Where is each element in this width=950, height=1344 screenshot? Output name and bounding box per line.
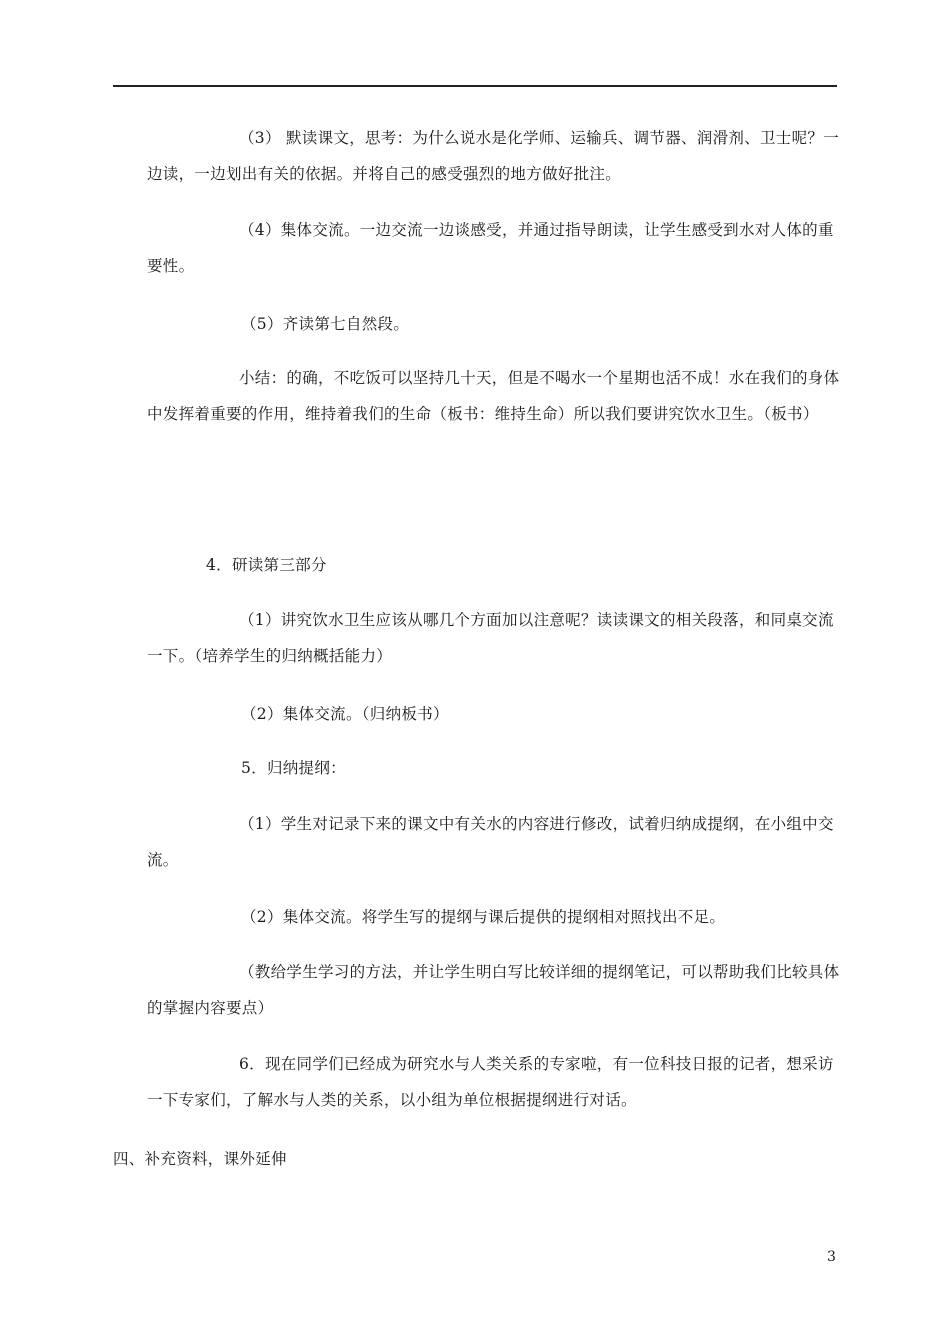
section-5-note: （教给学生学习的方法，并让学生明白写比较详细的提纲笔记，可以帮助我们比较具体的掌握内容要点） <box>147 963 840 1017</box>
paragraph-3-silent-reading: （3） 默读课文，思考：为什么说水是化学师、运输兵、调节器、润滑剂、卫士呢？一边读，一边划出有关的依据。并将自己的感受强烈的地方做好批注。 <box>147 129 839 183</box>
section-5-item-1: （1）学生对记录下来的课文中有关水的内容进行修改，试着归纳成提纲，在小组中交流。 <box>147 815 834 869</box>
section-4-item-1: （1）讲究饮水卫生应该从哪几个方面加以注意呢？读读课文的相关段落，和同桌交流一下。（培养学生的归纳概括能力） <box>147 611 834 665</box>
section-4-item-2: （2）集体交流。（归纳板书） <box>241 705 449 723</box>
part-4-heading: 四、补充资料，课外延伸 <box>113 1150 287 1168</box>
section-4-heading: 4．研读第三部分 <box>206 556 327 574</box>
page-number: 3 <box>827 1249 836 1265</box>
paragraph-summary: 小结：的确，不吃饭可以坚持几十天，但是不喝水一个星期也活不成！水在我们的身体中发挥着重要的作用，维持着我们的生命（板书：维持生命）所以我们要讲究饮水卫生。（板书） <box>147 369 840 423</box>
section-6-paragraph: 6．现在同学们已经成为研究水与人类关系的专家啦，有一位科技日报的记者，想采访一下专家们，了解水与人类的关系，以小组为单位根据提纲进行对话。 <box>147 1055 834 1109</box>
section-5-heading: 5．归纳提纲： <box>241 759 346 777</box>
header-rule <box>113 85 837 87</box>
section-5-item-2: （2）集体交流。将学生写的提纲与课后提供的提纲相对照找出不足。 <box>241 908 726 926</box>
paragraph-4-group-discussion: （4）集体交流。一边交流一边谈感受，并通过指导朗读，让学生感受到水对人体的重要性。 <box>147 221 834 275</box>
paragraph-5-read-aloud: （5）齐读第七自然段。 <box>241 315 410 333</box>
